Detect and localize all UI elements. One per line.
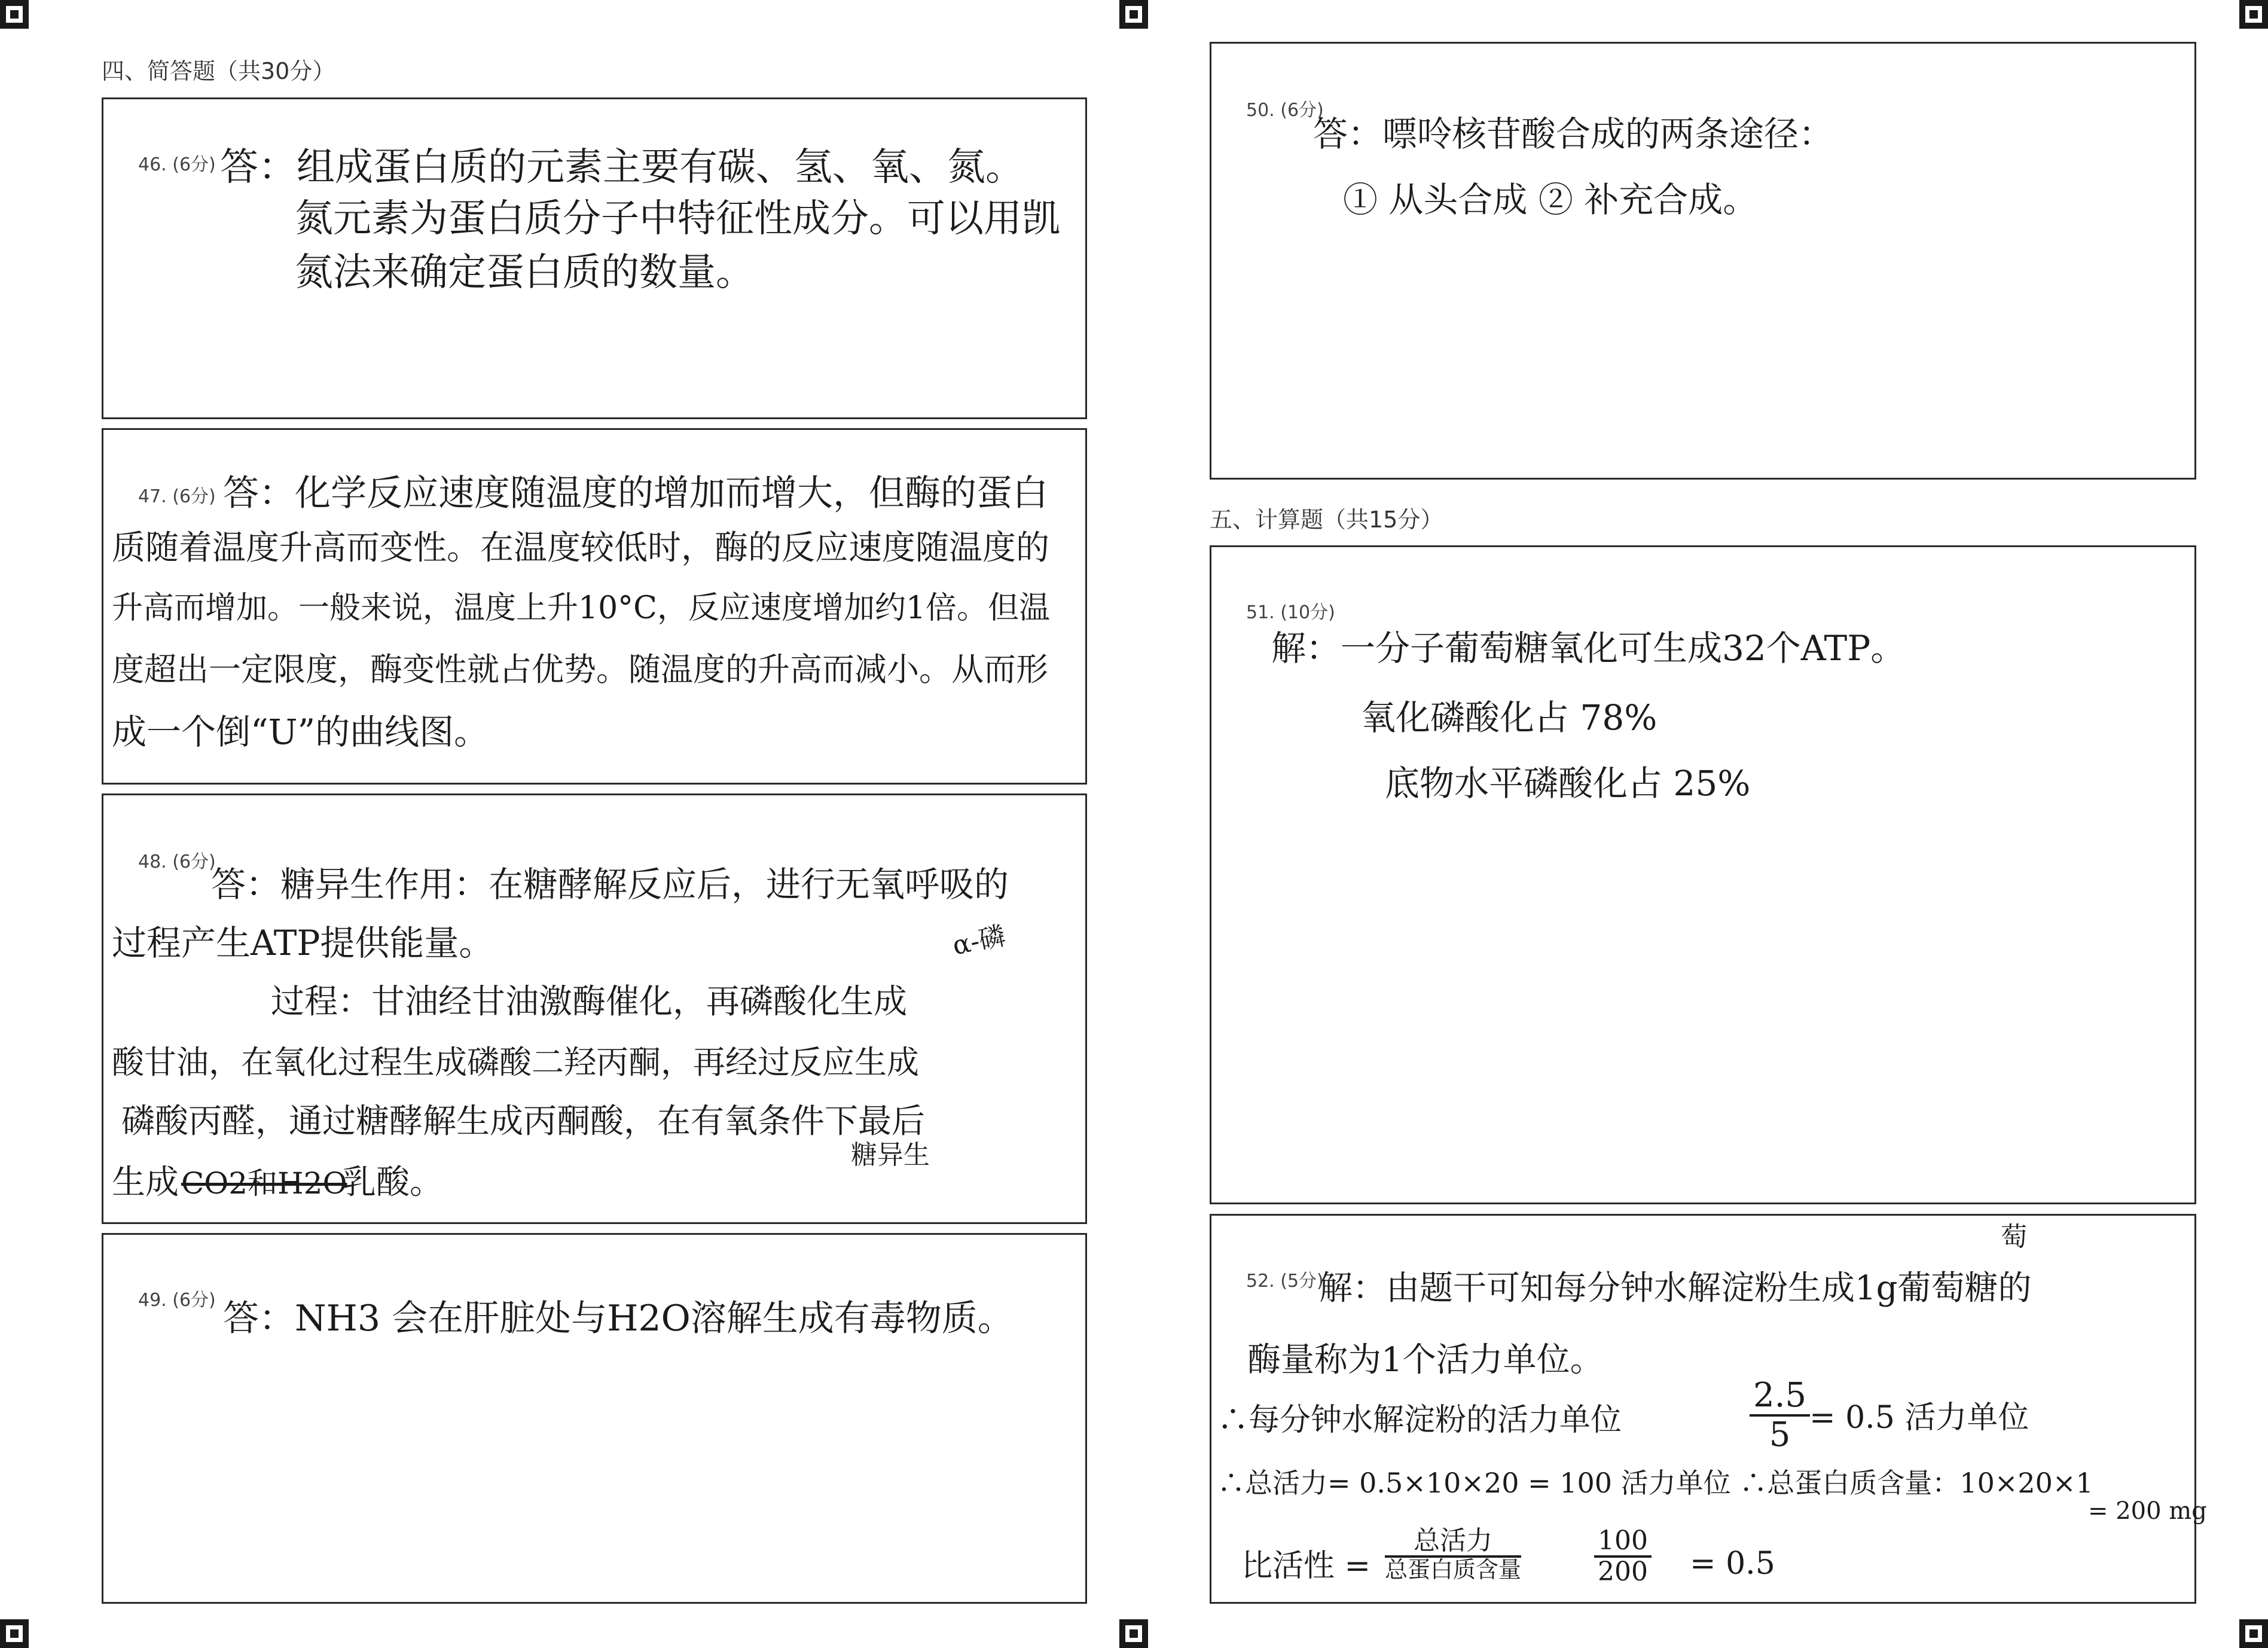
answer-line-50-2: ① 从头合成 ② 补充合成。 xyxy=(1343,179,1758,220)
question-label-50: 50. (6分) xyxy=(1246,100,1324,121)
fraction-52-unit-denominator: 5 xyxy=(1769,1415,1791,1454)
fraction-52-specific-denominator: 总蛋白质含量 xyxy=(1385,1557,1522,1583)
answer-box-47 xyxy=(102,428,1087,785)
answer-box-50 xyxy=(1210,42,2196,480)
answer-line-51-1: 解：一分子葡萄糖氧化可生成32个ATP。 xyxy=(1271,628,1906,669)
annotation-48-alpha: α-磷 xyxy=(950,920,1008,962)
question-label-46: 46. (6分) xyxy=(138,154,216,175)
answer-line-52-1: 解：由题干可知每分钟水解淀粉生成1g葡萄糖的 xyxy=(1319,1269,2032,1308)
answer-line-48-1: 答：糖异生作用：在糖酵解反应后，进行无氧呼吸的 xyxy=(211,864,1009,905)
answer-line-48-4: 酸甘油，在氧化过程生成磷酸二羟丙酮，再经过反应生成 xyxy=(112,1043,919,1081)
answer-line-47-4: 度超出一定限度，酶变性就占优势。随温度的升高而减小。从而形 xyxy=(112,651,1048,688)
answer-box-51 xyxy=(1210,545,2196,1204)
answer-box-46 xyxy=(102,97,1087,419)
answer-line-48-3: 过程：甘油经甘油激酶催化，再磷酸化生成 xyxy=(271,982,907,1021)
answer-line-52-7: 比活性 = xyxy=(1241,1548,1371,1584)
fiducial-marker-bottom-left xyxy=(0,1619,29,1648)
answer-line-48-6: 生成 xyxy=(112,1163,179,1202)
fiducial-marker-top-center xyxy=(1119,0,1148,29)
question-label-51: 51. (10分) xyxy=(1246,602,1335,623)
question-label-52: 52. (5分) xyxy=(1246,1271,1324,1292)
answer-line-51-2: 氧化磷酸化占 78% xyxy=(1361,697,1657,738)
question-label-49: 49. (6分) xyxy=(138,1290,216,1311)
question-label-47: 47. (6分) xyxy=(138,486,216,507)
fiducial-marker-top-left xyxy=(0,0,29,29)
fraction-52-specific-numerator: 总活力 xyxy=(1385,1527,1521,1558)
section-title-short-answer: 四、简答题（共30分） xyxy=(102,58,335,84)
answer-line-48-2: 过程产生ATP提供能量。 xyxy=(112,923,494,963)
insert-52-grape: 萄 xyxy=(2001,1222,2027,1252)
fraction-52-value-denominator: 200 xyxy=(1598,1557,1648,1588)
answer-line-52-8: = 0.5 xyxy=(1690,1546,1775,1582)
fiducial-marker-top-right xyxy=(2239,0,2268,29)
fiducial-marker-bottom-right xyxy=(2239,1619,2268,1648)
answer-line-52-6: = 200 mg xyxy=(2088,1497,2207,1525)
answer-line-48-7: 乳酸。 xyxy=(343,1163,443,1202)
answer-box-52 xyxy=(1210,1214,2207,1604)
answer-line-47-2: 质随着温度升高而变性。在温度较低时，酶的反应速度随温度的 xyxy=(112,529,1049,567)
answer-line-51-3: 底物水平磷酸化占 25% xyxy=(1385,763,1751,804)
fraction-52-unit-numerator: 2.5 xyxy=(1750,1377,1810,1417)
answer-line-52-3: ∴每分钟水解淀粉的活力单位 xyxy=(1217,1402,1622,1438)
answer-line-52-4: = 0.5 活力单位 xyxy=(1809,1400,2029,1436)
insert-48-gluconeogenesis: 糖异生 xyxy=(851,1140,930,1170)
answer-line-49-1: 答：NH3 会在肝脏处与H2O溶解生成有毒物质。 xyxy=(223,1298,1014,1339)
answer-box-49 xyxy=(102,1233,1087,1604)
answer-box-48 xyxy=(102,794,1087,1224)
strikethrough-48: CO2和H2O xyxy=(181,1166,347,1201)
answer-line-46-1: 答：组成蛋白质的元素主要有碳、氢、氧、氮。 xyxy=(220,145,1024,190)
answer-line-52-2: 酶量称为1个活力单位。 xyxy=(1247,1341,1604,1380)
answer-line-50-1: 答：嘌呤核苷酸合成的两条途径： xyxy=(1313,114,1834,154)
fraction-52-unit xyxy=(1750,1377,1810,1453)
question-label-48: 48. (6分) xyxy=(138,852,216,872)
answer-line-46-3: 氮法来确定蛋白质的数量。 xyxy=(295,251,754,295)
answer-line-47-1: 答：化学反应速度随温度的增加而增大，但酶的蛋白 xyxy=(223,472,1048,514)
answer-line-52-5: ∴总活力= 0.5×10×20 = 100 活力单位 ∴总蛋白质含量：10×20×1 xyxy=(1217,1467,2093,1499)
answer-line-47-5: 成一个倒“U”的曲线图。 xyxy=(112,712,489,752)
fraction-52-specific xyxy=(1385,1527,1521,1583)
fraction-52-value-numerator: 100 xyxy=(1594,1527,1652,1558)
fiducial-marker-bottom-center xyxy=(1119,1619,1148,1648)
fraction-52-value xyxy=(1594,1527,1652,1587)
answer-line-48-5: 磷酸丙醛，通过糖酵解生成丙酮酸，在有氧条件下最后 xyxy=(121,1102,925,1141)
answer-line-46-2: 氮元素为蛋白质分子中特征性成分。可以用凯 xyxy=(295,197,1060,241)
section-title-calculation: 五、计算题（共15分） xyxy=(1210,506,1443,533)
answer-line-47-3: 升高而增加。一般来说，温度上升10°C，反应速度增加约1倍。但温 xyxy=(112,590,1051,626)
